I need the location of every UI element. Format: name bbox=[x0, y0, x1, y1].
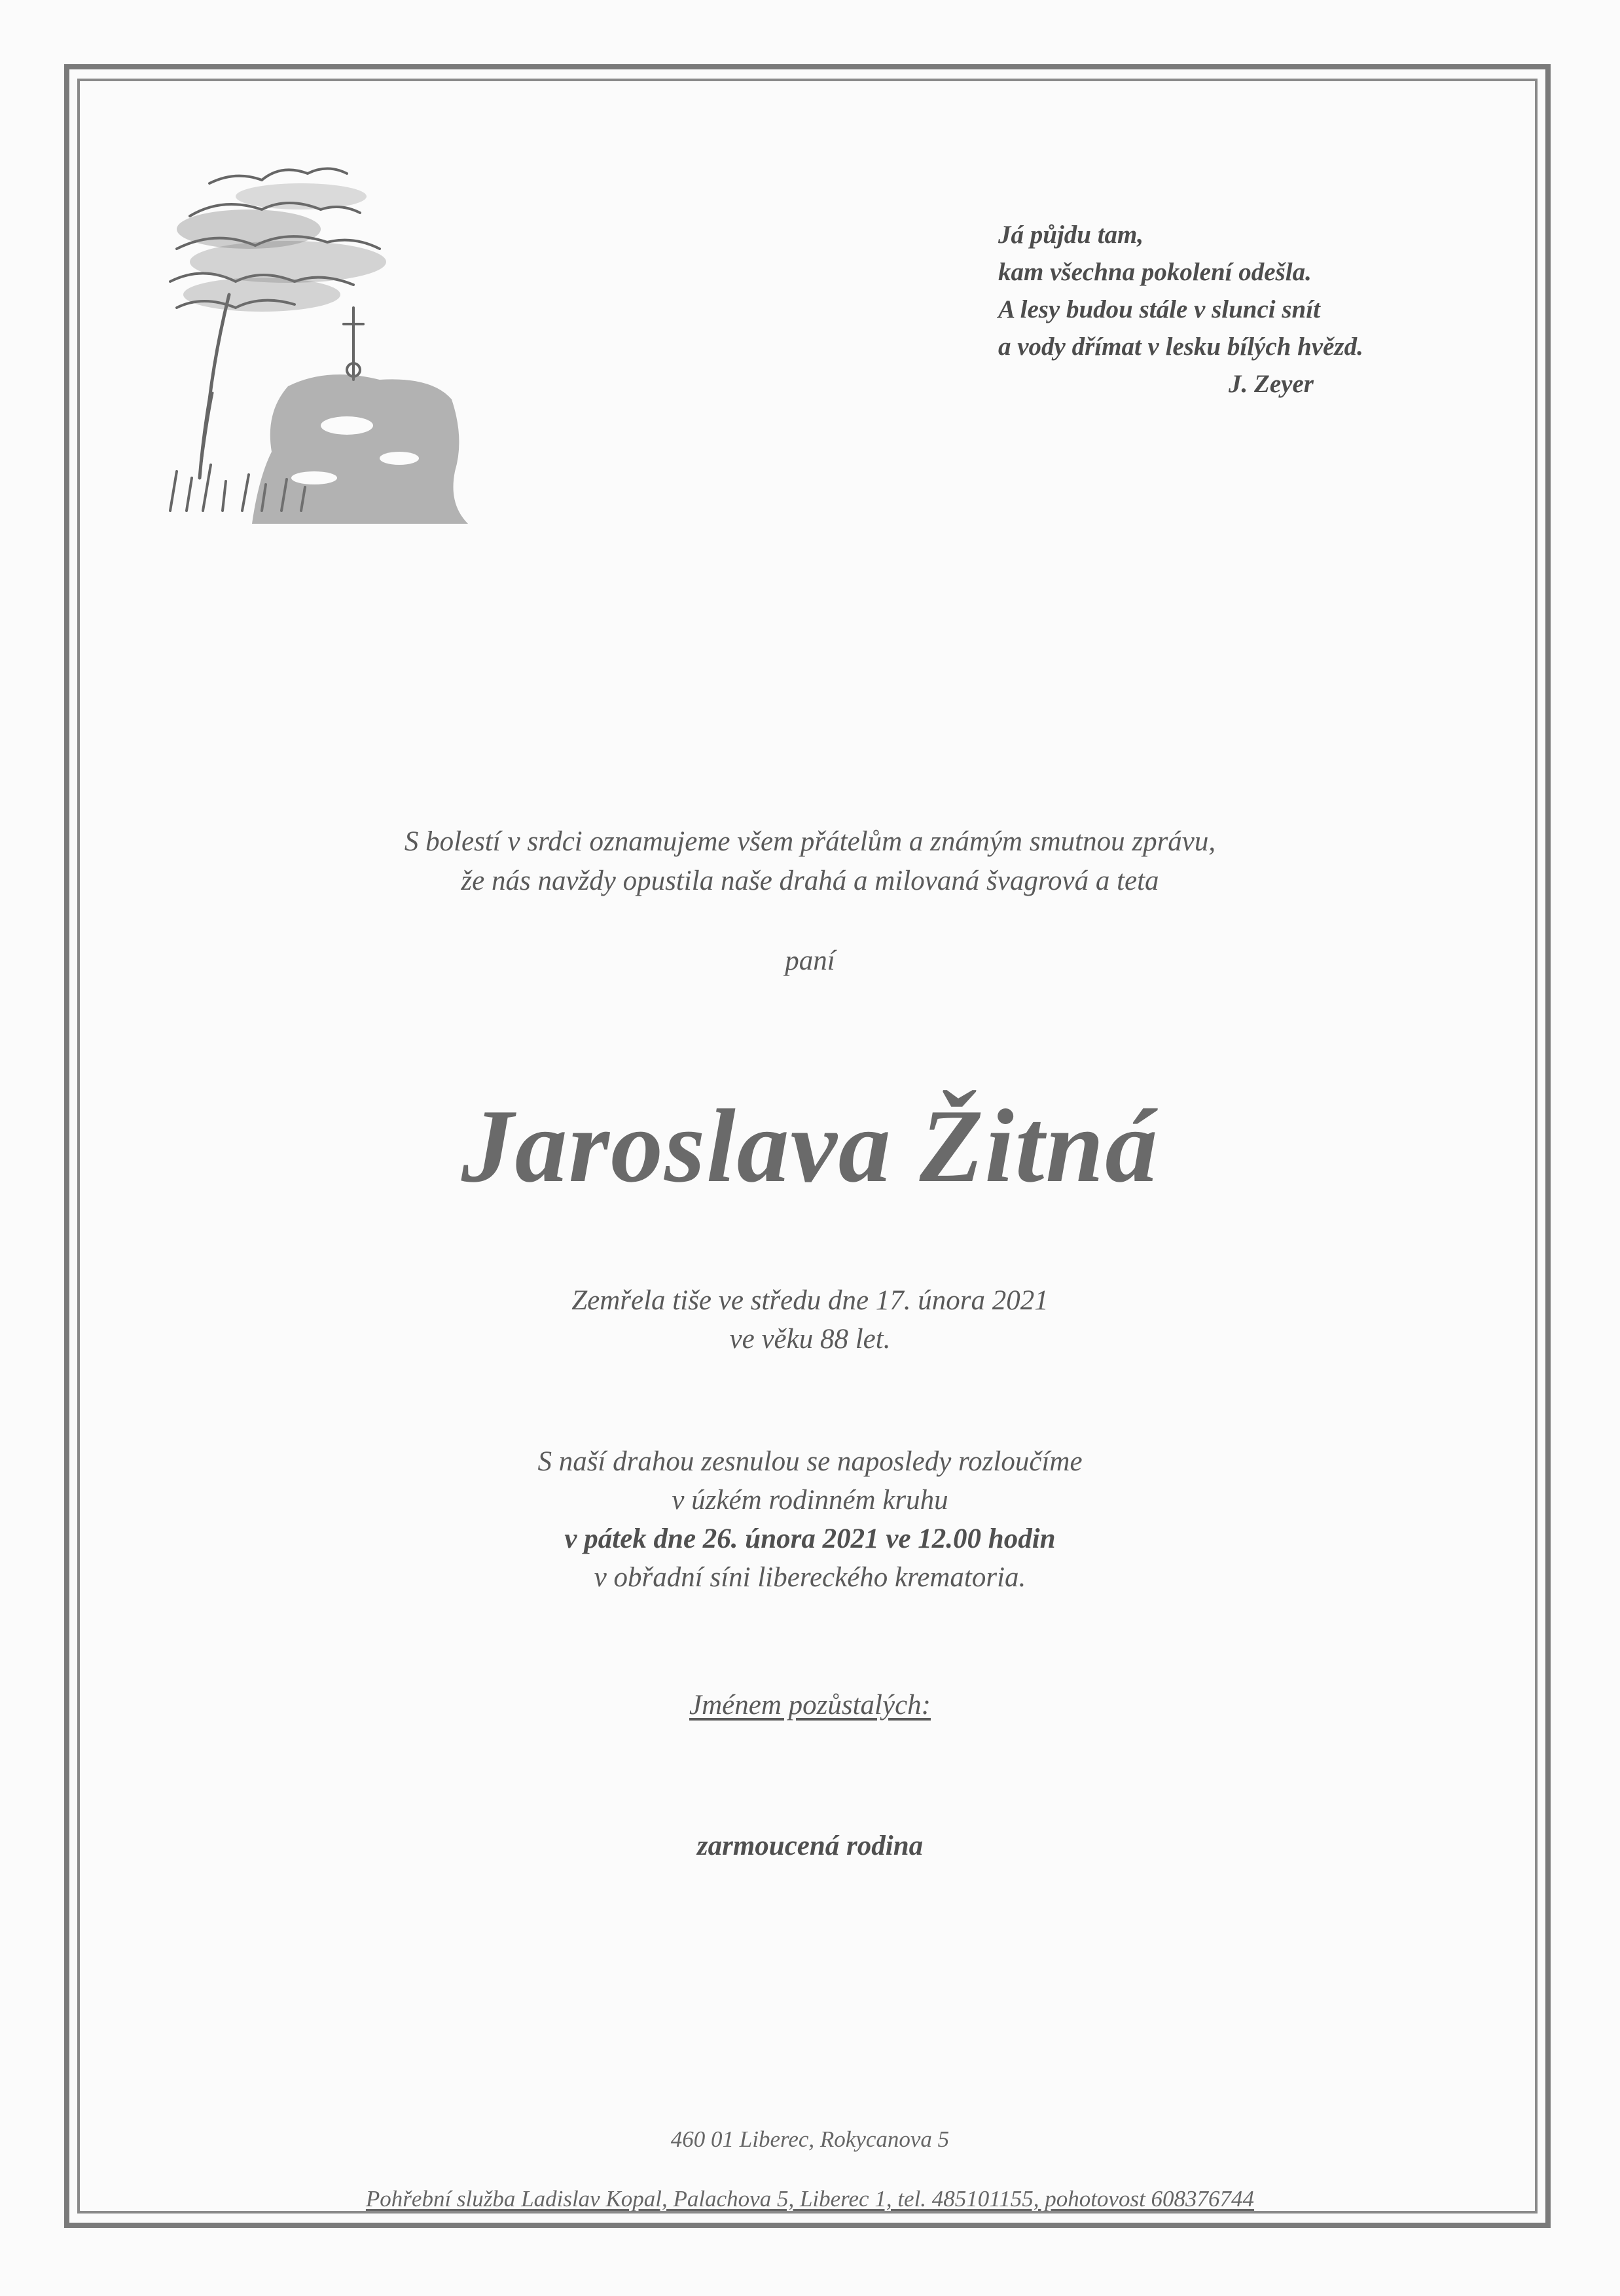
age-line: ve věku 88 let. bbox=[729, 1324, 891, 1355]
address: 460 01 Liberec, Rokycanova 5 bbox=[670, 2126, 950, 2152]
announcement-text bbox=[0, 822, 1620, 901]
farewell-info bbox=[0, 1442, 1620, 1597]
poem-quote bbox=[998, 216, 1456, 403]
announcement-line: S bolestí v srdci oznamujeme všem přátelům a známým smutnou zprávu, bbox=[404, 826, 1216, 857]
announcement-line: že nás navždy opustila naše drahá a milovaná švagrová a teta bbox=[461, 866, 1159, 896]
death-date-line: Zemřela tiše ve středu dne 17. února 2021 bbox=[571, 1285, 1049, 1316]
family-signature: zarmoucená rodina bbox=[696, 1831, 924, 1861]
poem-line: kam všechna pokolení odešla. bbox=[998, 258, 1312, 286]
deceased-name: Jaroslava Žitná bbox=[461, 1087, 1159, 1204]
poem-line: A lesy budou stále v slunci snít bbox=[998, 295, 1320, 323]
poem-line: Já půjdu tam, bbox=[998, 221, 1144, 249]
farewell-line: v úzkém rodinném kruhu bbox=[672, 1485, 948, 1516]
salutation: paní bbox=[785, 945, 835, 976]
death-info bbox=[0, 1281, 1620, 1358]
farewell-line: S naší drahou zesnulou se naposledy rozloučíme bbox=[537, 1446, 1083, 1477]
on-behalf-heading bbox=[0, 1686, 1620, 1725]
funeral-datetime: v pátek dne 26. února 2021 ve 12.00 hodin bbox=[564, 1523, 1056, 1554]
funeral-location: v obřadní síni libereckého krematoria. bbox=[594, 1562, 1026, 1593]
tree-on-rock-with-cross-icon bbox=[151, 144, 504, 530]
on-behalf-label: Jménem pozůstalých: bbox=[689, 1690, 931, 1721]
funeral-service-info: Pohřební služba Ladislav Kopal, Palachova 5, Liberec 1, tel. 485101155, pohotovost 608376744 bbox=[365, 2186, 1255, 2212]
poem-author: J. Zeyer bbox=[1229, 370, 1314, 398]
poem-line: a vody dřímat v lesku bílých hvězd. bbox=[998, 333, 1363, 361]
